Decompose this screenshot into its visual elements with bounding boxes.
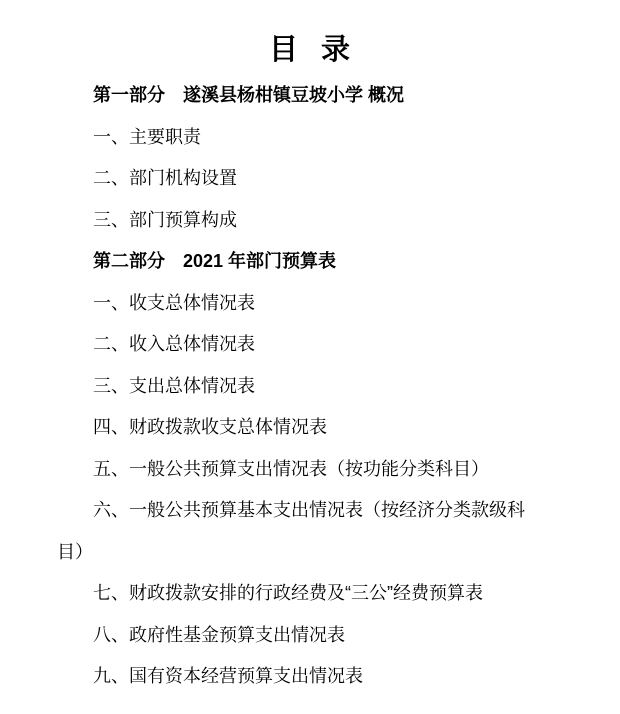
toc-entry-main-duties: 一、主要职责 [93, 126, 201, 147]
toc-entry-fiscal-allocation: 四、财政拨款收支总体情况表 [93, 417, 327, 437]
toc-entry-income-overall: 二、收入总体情况表 [93, 334, 255, 354]
toc-entry-list [0, 75, 620, 698]
toc-page [0, 25, 620, 714]
toc-entry-income-expense: 一、收支总体情况表 [93, 292, 255, 313]
toc-part1-heading: 第一部分 遂溪县杨柑镇豆坡小学 概况 [93, 85, 404, 105]
toc-entry-public-budget-basic: 六、一般公共预算基本支出情况表（按经济分类款级科目） [57, 500, 525, 562]
toc-entry-expense-overall: 三、支出总体情况表 [93, 375, 255, 396]
toc-part2-heading: 第二部分 2021 年部门预算表 [93, 251, 337, 271]
toc-entry-govt-fund-budget: 八、政府性基金预算支出情况表 [93, 624, 345, 645]
toc-entry-org-setup: 二、部门机构设置 [93, 168, 237, 188]
toc-entry-state-capital-budget: 九、国有资本经营预算支出情况表 [93, 666, 363, 686]
page-title: 目 录 [268, 34, 352, 66]
toc-entry-budget-composition: 三、部门预算构成 [93, 209, 237, 230]
toc-entry-admin-three-public-funds: 七、财政拨款安排的行政经费及“三公”经费预算表 [93, 583, 483, 603]
toc-entry-public-budget-expense: 五、一般公共预算支出情况表（按功能分类科目） [93, 458, 489, 479]
